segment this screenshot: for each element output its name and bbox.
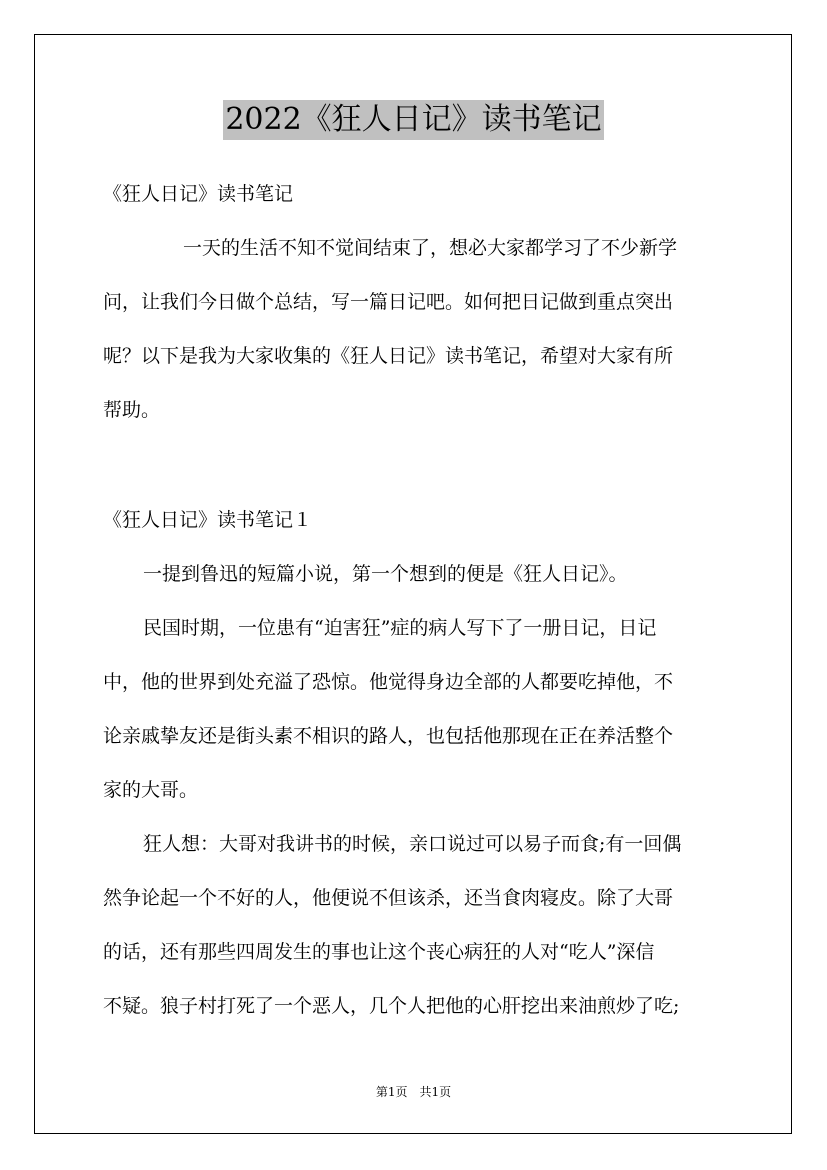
paragraph-3-line-2: 然争论起一个不好的人，他便说不但该杀，还当食肉寝皮。除了大哥 [103,887,674,909]
paragraph-2-line-2: 中，他的世界到处充溢了恐惊。他觉得身边全部的人都要吃掉他，不 [103,671,674,693]
title-container [0,100,827,140]
intro-line-2: 问，让我们今日做个总结，写一篇日记吧。如何把日记做到重点突出 [103,291,674,313]
intro-line-1: 一天的生活不知不觉间结束了，想必大家都学习了不少新学 [183,237,678,259]
paragraph-1: 一提到鲁迅的短篇小说，第一个想到的便是《狂人日记》。 [143,563,628,585]
intro-line-4: 帮助。 [103,399,161,421]
document-subtitle: 《狂人日记》读书笔记 [103,183,294,205]
paragraph-3-line-4: 不疑。狼子村打死了一个恶人，几个人把他的心肝挖出来油煎炒了吃; [103,995,680,1017]
paragraph-2-line-3: 论亲戚挚友还是街头素不相识的路人，也包括他那现在正在养活整个 [103,725,674,747]
paragraph-2-line-1: 民国时期，一位患有“迫害狂”症的病人写下了一册日记，日记 [143,617,657,639]
section-heading: 《狂人日记》读书笔记１ [103,509,313,531]
intro-line-3: 呢？以下是我为大家收集的《狂人日记》读书笔记，希望对大家有所 [103,345,674,367]
page-number: 第1页 共1页 [375,1085,452,1099]
paragraph-3-line-3: 的话，还有那些四周发生的事也让这个丧心病狂的人对“吃人”深信 [103,941,655,963]
paragraph-3-line-1: 狂人想：大哥对我讲书的时候，亲口说过可以易子而食;有一回偶 [143,833,682,855]
paragraph-2-line-4: 家的大哥。 [103,779,199,801]
document-title: 2022《狂人日记》读书笔记 [223,100,603,140]
